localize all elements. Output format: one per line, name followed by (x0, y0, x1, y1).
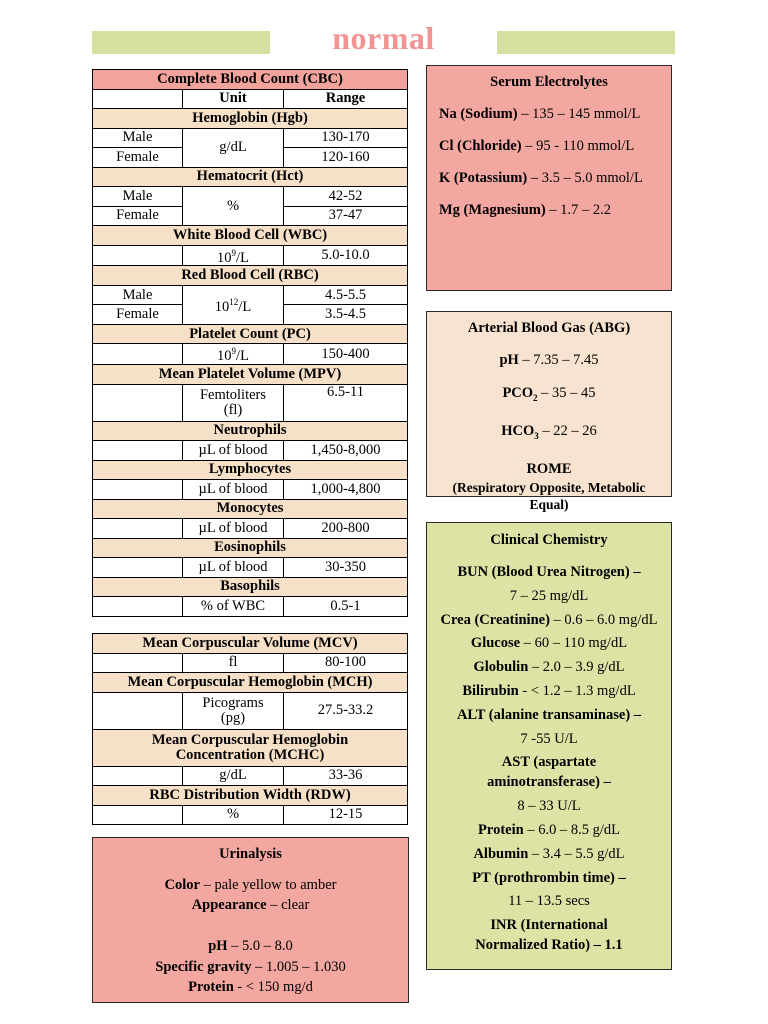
chem-item-label: Normalized Ratio) – 1.1 (475, 937, 623, 954)
monocytes-range: 200-800 (284, 519, 408, 539)
urinalysis-item-value: - < 150 mg/d (233, 979, 313, 995)
serum-electrolytes-box (426, 65, 672, 291)
neutrophils-range: 1,450-8,000 (284, 441, 408, 461)
abg-pco2-label: PCO (502, 385, 534, 401)
header-line: Mean Corpuscular Hemoglobin (151, 731, 349, 748)
rbc-male-label: Male (93, 285, 183, 305)
unit-line: Picograms (202, 694, 264, 711)
wbc-unit (183, 245, 284, 266)
serum-item-label: Na (Sodium) (439, 106, 518, 122)
table-row (93, 109, 408, 129)
eosinophils-unit: µL of blood (183, 558, 284, 578)
table-row (93, 167, 408, 187)
chem-item (435, 633, 663, 653)
dash: – (630, 706, 642, 723)
unit-base: 10 (217, 348, 232, 365)
table-row (93, 577, 408, 597)
hgb-male-range: 130-170 (284, 128, 408, 148)
table-row (93, 187, 408, 207)
lymphocytes-unit: µL of blood (183, 480, 284, 500)
mpv-header: Mean Platelet Volume (MPV) (93, 365, 408, 385)
unit-col-header: Unit (183, 89, 284, 109)
table-row (93, 324, 408, 344)
hgb-male-label: Male (93, 128, 183, 148)
table-row (93, 480, 408, 500)
abg-box (426, 311, 672, 512)
serum-item (439, 136, 659, 156)
chem-item-label: PT (prothrombin time) (472, 869, 615, 886)
mch-unit (183, 692, 284, 729)
table-row (93, 653, 408, 673)
mchc-header (93, 729, 408, 766)
chem-item (435, 868, 663, 888)
rome-subtitle: (Respiratory Opposite, Metabolic Equal) (452, 479, 646, 512)
mcv-range: 80-100 (284, 653, 408, 673)
serum-item-value: – 135 – 145 mmol/L (517, 106, 641, 122)
mch-header: Mean Corpuscular Hemoglobin (MCH) (93, 673, 408, 693)
table-row (93, 128, 408, 148)
spacer (103, 916, 398, 937)
urinalysis-title: Urinalysis (219, 846, 282, 862)
urinalysis-item-label: Appearance (191, 897, 267, 913)
serum-item-label: Mg (Magnesium) (439, 202, 546, 218)
abg-pco2 (437, 383, 661, 408)
unit-exponent: 12 (229, 296, 239, 307)
table-row (93, 70, 408, 90)
rbc-male-range: 4.5-5.5 (284, 285, 408, 305)
table-row (93, 766, 408, 786)
serum-item (439, 200, 659, 220)
urinalysis-item-label: Specific gravity (155, 958, 252, 975)
mchc-unit: g/dL (183, 766, 284, 786)
pc-range: 150-400 (284, 344, 408, 365)
table-row (93, 441, 408, 461)
cbc-title: Complete Blood Count (CBC) (93, 70, 408, 90)
chem-item-label: INR (International (490, 917, 608, 934)
chem-item-value: - < 1.2 – 1.3 mg/dL (518, 682, 636, 699)
range-col-header: Range (284, 89, 408, 109)
chem-item (435, 935, 663, 955)
basophils-range: 0.5-1 (284, 597, 408, 617)
hct-unit: % (183, 187, 284, 226)
table-row (93, 519, 408, 539)
table-row (93, 421, 408, 441)
chem-item (435, 705, 663, 725)
chem-item-value: – 3.4 – 5.5 g/dL (528, 845, 625, 862)
table-row (93, 266, 408, 286)
chem-item-label: Protein (478, 821, 524, 838)
chem-item (435, 772, 663, 792)
unit-exponent: 9 (231, 247, 237, 258)
unit-tail: /L (238, 298, 252, 315)
table-row (93, 365, 408, 385)
chem-item-label: Crea (Creatinine) (440, 611, 550, 628)
rdw-unit: % (183, 805, 284, 825)
header-line: Concentration (MCHC) (175, 746, 325, 763)
blank-cell (93, 805, 183, 825)
blank-cell (93, 384, 183, 421)
urinalysis-item-value: – 5.0 – 8.0 (227, 938, 293, 954)
unit-exponent: 9 (231, 346, 237, 357)
basophils-unit: % of WBC (183, 597, 284, 617)
hgb-unit: g/dL (183, 128, 284, 167)
header-bar-left (92, 31, 270, 54)
rbc-female-range: 3.5-4.5 (284, 305, 408, 325)
subscript: 2 (533, 392, 538, 403)
neutrophils-unit: µL of blood (183, 441, 284, 461)
urinalysis-item (103, 875, 398, 896)
table-row (93, 692, 408, 729)
unit-base: 10 (217, 249, 232, 266)
hct-header: Hematocrit (Hct) (93, 167, 408, 187)
table-row (93, 344, 408, 365)
serum-item-label: K (Potassium) (439, 170, 528, 186)
hct-male-label: Male (93, 187, 183, 207)
table-row (93, 245, 408, 266)
serum-title: Serum Electrolytes (490, 74, 608, 90)
rbc-female-label: Female (93, 305, 183, 325)
serum-item (439, 104, 659, 124)
table-row (93, 634, 408, 654)
chem-item-value: – 2.0 – 3.9 g/dL (528, 659, 625, 676)
dash: – (599, 774, 611, 791)
urinalysis-item (103, 936, 398, 957)
chem-item-label: Bilirubin (462, 682, 519, 699)
table-row (93, 89, 408, 109)
unit-tail: /L (236, 249, 249, 266)
monocytes-unit: µL of blood (183, 519, 284, 539)
chem-item-value: 7 – 25 mg/dL (509, 587, 589, 604)
unit-line: (fl) (223, 401, 243, 418)
eosinophils-range: 30-350 (284, 558, 408, 578)
mpv-unit (183, 384, 284, 421)
urinalysis-item (103, 895, 398, 916)
subscript: 3 (534, 430, 539, 441)
abg-hco3 (437, 421, 661, 446)
urinalysis-item (103, 977, 398, 998)
page-title: normal (332, 20, 435, 56)
urinalysis-item-label: Protein (188, 979, 234, 995)
table-row (93, 538, 408, 558)
table-row (93, 786, 408, 806)
pc-unit (183, 344, 284, 365)
rdw-header: RBC Distribution Width (RDW) (93, 786, 408, 806)
chem-item-value: 11 – 13.5 secs (508, 893, 590, 910)
lymphocytes-range: 1,000-4,800 (284, 480, 408, 500)
mch-range: 27.5-33.2 (284, 692, 408, 729)
urinalysis-item (103, 957, 398, 978)
blank-cell (93, 692, 183, 729)
chem-item-value: 7 -55 U/L (520, 730, 578, 747)
chem-item (435, 820, 663, 840)
hct-female-range: 37-47 (284, 206, 408, 226)
chem-item-value: – 6.0 – 8.5 g/dL (523, 821, 620, 838)
abg-ph-value: – 7.35 – 7.45 (518, 352, 599, 368)
chem-item-label: Albumin (473, 845, 529, 862)
table-row (93, 460, 408, 480)
table-row (93, 558, 408, 578)
abg-title: Arterial Blood Gas (ABG) (467, 320, 631, 336)
urinalysis-item-label: Color (164, 876, 200, 893)
blank-cell (93, 653, 183, 673)
rbc-unit (183, 285, 284, 324)
abg-pco2-value: – 35 – 45 (537, 385, 596, 401)
mcv-unit: fl (183, 653, 284, 673)
rome-title: ROME (526, 460, 572, 477)
chem-item-label: Globulin (473, 659, 529, 676)
lymphocytes-header: Lymphocytes (93, 460, 408, 480)
table-row (93, 673, 408, 693)
urinalysis-item-value: – clear (266, 897, 310, 913)
hgb-female-range: 120-160 (284, 148, 408, 168)
serum-item (439, 168, 659, 188)
abg-ph-label: pH (499, 352, 519, 368)
mchc-range: 33-36 (284, 766, 408, 786)
blank-cell (93, 441, 183, 461)
basophils-header: Basophils (93, 577, 408, 597)
serum-item-value: – 3.5 – 5.0 mmol/L (527, 170, 643, 186)
rdw-range: 12-15 (284, 805, 408, 825)
unit-base: 10 (214, 298, 230, 315)
table-row (93, 597, 408, 617)
blank-cell (93, 519, 183, 539)
abg-hco3-label: HCO (501, 422, 535, 439)
chem-item (435, 844, 663, 864)
clinical-chemistry-box (426, 522, 672, 970)
chem-item-label: Glucose (470, 635, 521, 652)
chem-item-label: aminotransferase) (487, 774, 600, 791)
pc-header: Platelet Count (PC) (93, 324, 408, 344)
blank-cell (93, 558, 183, 578)
cbc-table (92, 69, 408, 617)
chem-item-value: – 60 – 110 mg/dL (520, 635, 628, 652)
chem-item-value: – 0.6 – 6.0 mg/dL (549, 611, 658, 628)
blank-cell (93, 89, 183, 109)
table-row (93, 384, 408, 421)
hgb-female-label: Female (93, 148, 183, 168)
blank-cell (93, 597, 183, 617)
serum-item-label: Cl (Chloride) (439, 138, 522, 154)
chem-item (435, 915, 663, 935)
blank-cell (93, 480, 183, 500)
chem-item (435, 657, 663, 677)
eosinophils-header: Eosinophils (93, 538, 408, 558)
rbc-header: Red Blood Cell (RBC) (93, 266, 408, 286)
monocytes-header: Monocytes (93, 499, 408, 519)
table-row (93, 226, 408, 246)
chem-item-label: AST (aspartate (501, 754, 597, 771)
chem-item-value: 8 – 33 U/L (517, 798, 581, 815)
abg-ph (437, 350, 661, 370)
unit-line: (pg) (220, 709, 246, 726)
blank-cell (93, 344, 183, 365)
mpv-range: 6.5-11 (284, 384, 408, 421)
chem-item-label: BUN (Blood Urea Nitrogen) (457, 564, 630, 580)
chem-title: Clinical Chemistry (490, 532, 608, 548)
mcv-header: Mean Corpuscular Volume (MCV) (93, 634, 408, 654)
table-row (93, 729, 408, 766)
hgb-header: Hemoglobin (Hgb) (93, 109, 408, 129)
header-bar-right (497, 31, 675, 54)
neutrophils-header: Neutrophils (93, 421, 408, 441)
rbc-indices-table (92, 633, 408, 825)
urinalysis-item-value: – 1.005 – 1.030 (251, 958, 346, 975)
hct-male-range: 42-52 (284, 187, 408, 207)
unit-line: Femtoliters (199, 386, 267, 403)
wbc-header: White Blood Cell (WBC) (93, 226, 408, 246)
chem-item (435, 610, 663, 630)
unit-tail: /L (236, 348, 249, 365)
urinalysis-box (92, 837, 409, 1003)
table-row (93, 285, 408, 305)
urinalysis-item-label: pH (208, 938, 228, 954)
serum-item-value: – 1.7 – 2.2 (545, 202, 611, 218)
chem-item (435, 752, 663, 772)
table-row (93, 805, 408, 825)
blank-cell (93, 766, 183, 786)
hct-female-label: Female (93, 206, 183, 226)
table-row (93, 499, 408, 519)
chem-item (435, 562, 663, 582)
blank-cell (93, 245, 183, 266)
serum-item-value: – 95 - 110 mmol/L (521, 138, 635, 154)
dash: – (614, 869, 626, 886)
abg-hco3-value: – 22 – 26 (538, 422, 597, 439)
wbc-range: 5.0-10.0 (284, 245, 408, 266)
urinalysis-item-value: – pale yellow to amber (199, 876, 337, 893)
chem-item-label: ALT (alanine transaminase) (456, 706, 631, 723)
chem-item (435, 681, 663, 701)
dash: – (629, 564, 641, 580)
